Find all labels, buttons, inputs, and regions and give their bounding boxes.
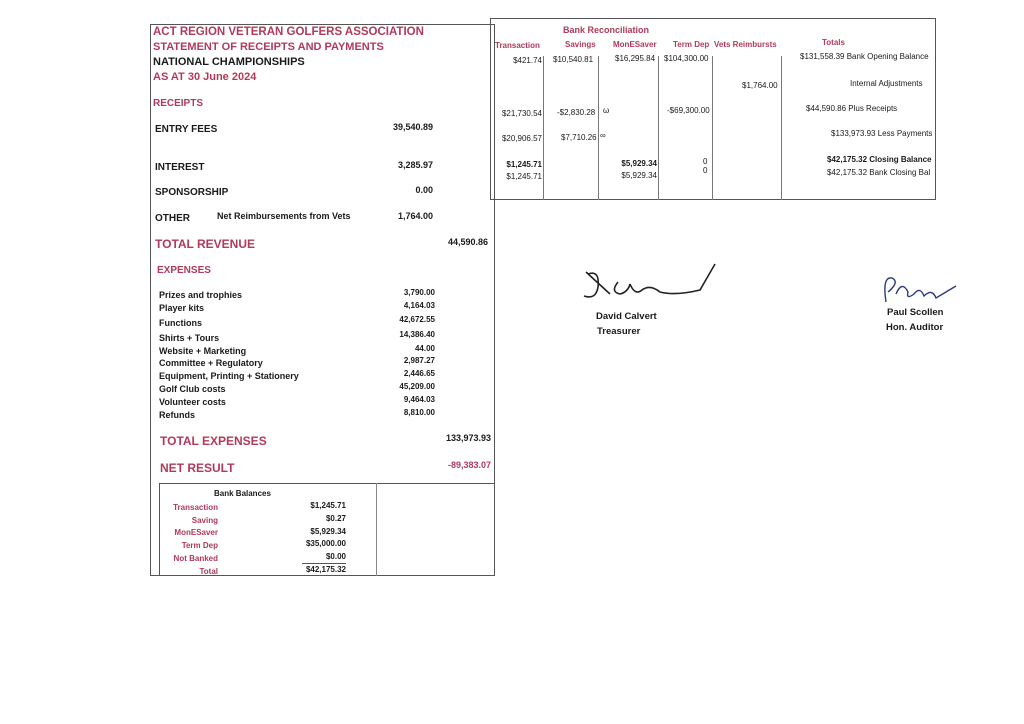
sponsorship-value: 0.00 [415,185,433,195]
recon-top-border [490,18,935,19]
expense-label: Refunds [159,410,195,420]
recon-col-divider [598,56,599,200]
net-result-label: NET RESULT [160,461,235,475]
expenses-heading: EXPENSES [157,265,211,276]
bank-balances-divider [376,483,377,576]
recon-transaction-bank-closing: $1,245.71 [506,172,542,181]
expense-label: Volunteer costs [159,397,226,407]
recon-col-divider [781,56,782,200]
other-value: 1,764.00 [397,211,433,221]
panel-right-border [494,24,495,576]
bank-balance-value: $0.00 [325,552,346,561]
treasurer-title: Treasurer [597,326,641,337]
receipts-heading: RECEIPTS [153,98,204,109]
recon-total-closing: $42,175.32 Closing Balance [827,155,932,164]
bank-balance-value: $0.27 [325,514,346,523]
expense-label: Functions [159,318,202,328]
other-description: Net Reimbursements from Vets [217,211,351,221]
recon-total-payments: $133,973.93 Less Payments [831,129,933,138]
recon-transaction-opening: $421.74 [513,56,542,65]
interest-value: 3,285.97 [397,160,433,170]
sponsorship-label: SPONSORSHIP [155,187,229,198]
col-header-monesaver: MonESaver [613,40,657,49]
expense-value: 44.00 [414,344,435,353]
expense-label: Player kits [159,303,205,313]
auditor-name: Paul Scollen [887,307,944,318]
recon-monesaver-opening: $16,295.84 [615,54,656,63]
bank-balances-top-border [159,483,495,484]
bank-balance-value: $42,175.32 [305,565,346,574]
bank-balance-label: Not Banked [173,554,218,563]
other-label: OTHER [155,213,190,224]
recon-savings-mark-2: ∞ [600,131,606,140]
recon-savings-mark: ω [603,106,610,115]
auditor-signature [880,272,960,312]
expense-value: 45,209.00 [399,382,435,391]
bank-balance-value: $5,929.34 [310,527,346,536]
recon-transaction-receipts: $21,730.54 [501,109,542,118]
recon-savings-receipts: -$2,830.28 [557,108,596,117]
expense-value: 3,790.00 [403,288,435,297]
interest-label: INTEREST [155,162,205,173]
org-title: ACT REGION VETERAN GOLFERS ASSOCIATION [153,26,424,38]
col-header-savings: Savings [565,40,596,49]
expense-value: 4,164.03 [403,301,435,310]
bank-balance-label: Total [199,567,218,576]
total-expenses-label: TOTAL EXPENSES [160,434,267,448]
recon-savings-payments: $7,710.26 [561,133,597,142]
treasurer-signature [580,262,720,312]
expense-label: Golf Club costs [159,384,226,394]
net-result-value: -89,383.07 [447,460,491,470]
recon-monesaver-closing: $5,929.34 [621,159,657,168]
recon-right-border [935,18,936,200]
bank-balance-label: MonESaver [174,528,218,537]
recon-total-opening: $131,558.39 Bank Opening Balance [800,52,929,61]
bank-balance-value: $1,245.71 [310,501,346,510]
bank-balance-value: $35,000.00 [305,539,346,548]
entry-fees-value: 39,540.89 [392,122,433,132]
expense-value: 9,464.03 [403,395,435,404]
recon-left-border [490,18,491,200]
as-at-date: AS AT 30 June 2024 [153,71,257,83]
recon-transaction-closing: $1,245.71 [506,160,542,169]
expense-label: Shirts + Tours [159,333,220,343]
recon-heading: Bank Reconciliation [563,25,650,35]
event-title: NATIONAL CHAMPIONSHIPS [153,56,305,68]
panel-top-border [150,24,495,25]
entry-fees-label: ENTRY FEES [155,124,218,135]
expense-value: 14,386.40 [399,330,435,339]
treasurer-name: David Calvert [596,311,657,322]
recon-bottom-border [490,199,936,200]
bank-balance-label: Saving [191,516,218,525]
recon-total-receipts: $44,590.86 Plus Receipts [806,104,898,113]
recon-col-divider [658,56,659,200]
expense-label: Website + Marketing [159,346,247,356]
col-header-termdep: Term Dep [673,40,710,49]
expense-label: Prizes and trophies [159,290,243,300]
recon-termdep-opening: $104,300.00 [664,54,709,63]
expense-value: 2,446.65 [403,369,435,378]
bank-balance-label: Term Dep [181,541,218,550]
recon-col-divider [543,56,544,200]
recon-termdep-bank-closing-mark: 0 [703,166,708,175]
recon-vets-adjustment: $1,764.00 [742,81,778,90]
recon-termdep-receipts: -$69,300.00 [667,106,710,115]
recon-internal-adjustments: Internal Adjustments [850,79,923,88]
bank-balance-label: Transaction [173,503,218,512]
total-revenue-label: TOTAL REVENUE [155,237,256,251]
auditor-title: Hon. Auditor [886,322,944,333]
expense-label: Equipment, Printing + Stationery [159,371,299,381]
recon-transaction-payments: $20,906.57 [501,134,542,143]
panel-left-border [150,24,151,576]
statement-title: STATEMENT OF RECEIPTS AND PAYMENTS [153,41,384,53]
recon-monesaver-bank-closing: $5,929.34 [621,171,657,180]
expense-label: Committee + Regulatory [159,358,263,368]
col-header-totals: Totals [822,38,845,47]
expense-value: 2,987.27 [403,356,435,365]
recon-total-bank-closing: $42,175.32 Bank Closing Bal [827,168,931,177]
total-expenses-value: 133,973.93 [445,433,491,443]
col-header-vets: Vets Reimbursts [714,40,777,49]
total-rule [302,563,346,564]
total-revenue-value: 44,590.86 [447,237,488,247]
col-header-transaction: Transaction [495,41,540,50]
expense-value: 42,672.55 [399,315,435,324]
expense-value: 8,810.00 [403,408,435,417]
recon-col-divider [712,56,713,200]
bank-balances-heading: Bank Balances [214,489,271,498]
recon-savings-opening: $10,540.81 [553,55,594,64]
recon-termdep-closing-mark: 0 [703,157,708,166]
